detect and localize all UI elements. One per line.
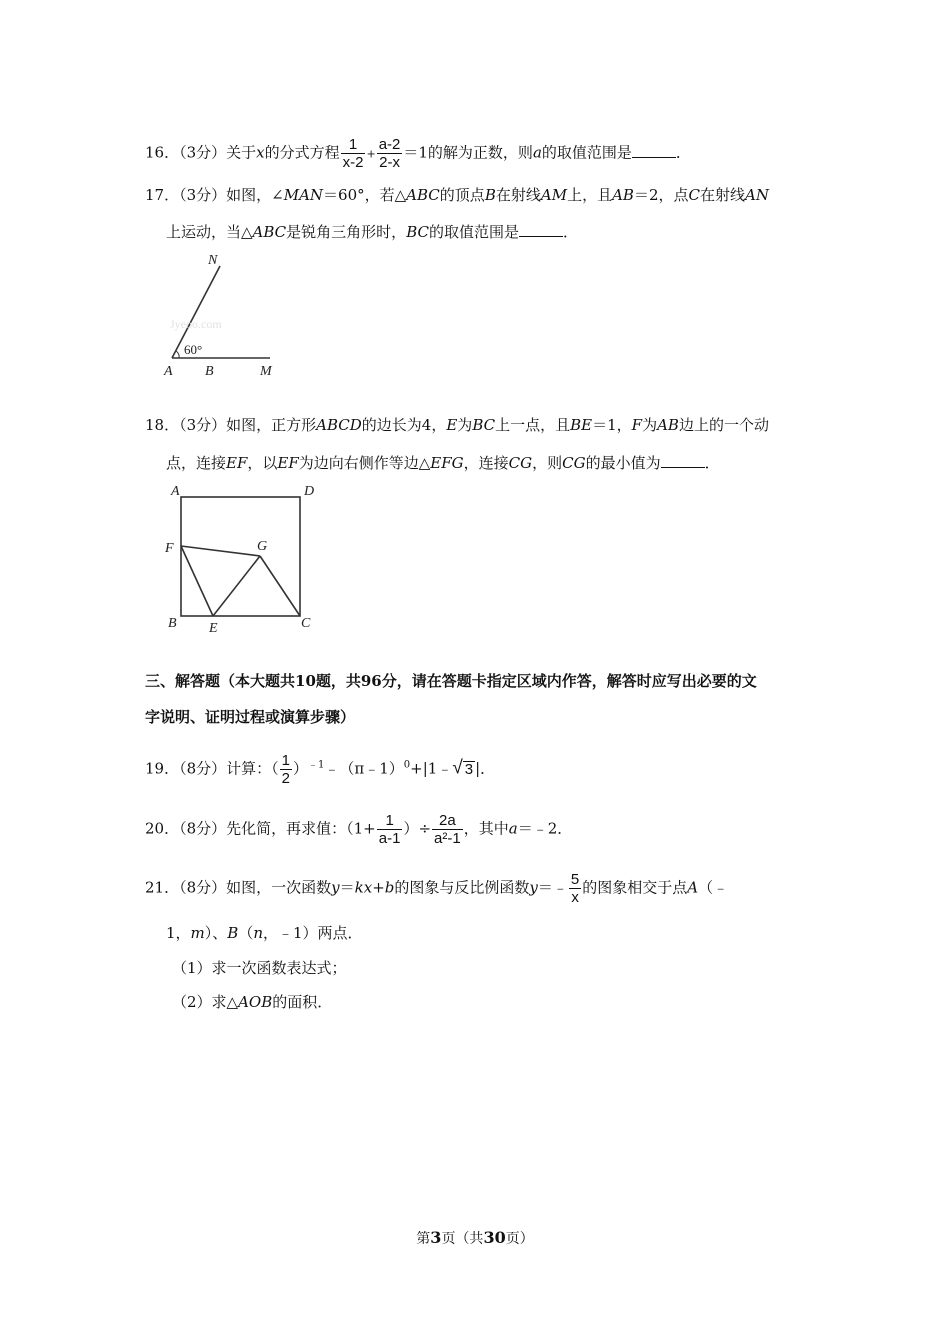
fraction-2a-over-a2-1: $\frac{2a}{\text{a²-1}}$ bbox=[434, 812, 461, 847]
label-c: C bbox=[301, 616, 311, 631]
label-b: B bbox=[205, 364, 214, 379]
q20-line: 20．（8分）先化简，再求值：（1+ $\frac{1}{a-1}$ ）÷ $\frac{2a}{\text{a²-1}}$ ，其中a＝﹣2． bbox=[145, 812, 573, 847]
page-footer: 第3页（共30页） bbox=[416, 1228, 534, 1247]
q21-part-2: （2）求△AOB的面积． bbox=[172, 993, 333, 1011]
figure-q17-angle bbox=[160, 250, 290, 382]
answer-blank bbox=[519, 222, 563, 237]
fraction-1-over-2: $\frac{1}{2}$ bbox=[281, 752, 290, 787]
total-pages: 30 bbox=[483, 1228, 506, 1247]
label-e: E bbox=[209, 621, 218, 636]
section-3-heading-cont: 字说明、证明过程或演算步骤） bbox=[145, 708, 356, 726]
label-n: N bbox=[208, 253, 218, 268]
sqrt-sign: √ bbox=[452, 757, 463, 779]
page-number: 3 bbox=[430, 1228, 442, 1247]
segment-eg bbox=[213, 556, 260, 616]
q19-line: 19．（8分）计算：（ $\frac{1}{2}$ ）$^{﹣1}$﹣（π﹣1）$^0$+|1﹣√ 3 |． bbox=[145, 752, 496, 787]
segment-fe bbox=[181, 546, 213, 616]
q21-line-2: 1，m）、B（n，﹣1）两点． bbox=[166, 924, 363, 942]
fraction-a-2-over-2-x: $\frac{a-2}{2-x}$ bbox=[378, 136, 401, 171]
square-abcd bbox=[181, 497, 300, 616]
fraction-1-over-a-1: $\frac{1}{a-1}$ bbox=[378, 812, 401, 847]
answer-blank bbox=[661, 453, 705, 468]
angle-arc bbox=[176, 351, 179, 358]
answer-blank bbox=[632, 143, 676, 158]
label-g: G bbox=[257, 539, 268, 554]
fraction-1-over-x-2: $\frac{1}{x-2}$ bbox=[342, 136, 364, 171]
q21-line-1: 21．（8分）如图，一次函数y＝kx+b的图象与反比例函数y＝﹣ $\frac{5}{x}$ 的图象相交于点A（﹣ bbox=[145, 871, 729, 906]
segment-gc bbox=[260, 556, 300, 616]
q17-line-2: 上运动，当△ABC是锐角三角形时，BC的取值范围是 ． bbox=[166, 223, 578, 241]
q17-line-1: 17．（3分）如图，∠MAN＝60°，若△ABC的顶点B在射线AM上，且AB＝2，点C在射线AN bbox=[145, 186, 769, 204]
label-b: B bbox=[168, 616, 177, 631]
label-f: F bbox=[165, 541, 174, 556]
label-a: A bbox=[164, 364, 173, 379]
q21-part-1: （1）求一次函数表达式； bbox=[172, 959, 347, 977]
fraction-5-over-x: $\frac{5}{x}$ bbox=[570, 871, 580, 906]
figure-q18-square bbox=[160, 478, 330, 638]
segment-fg bbox=[181, 546, 260, 556]
watermark: Jyeoo.com bbox=[170, 317, 222, 331]
q18-line-1: 18．（3分）如图，正方形ABCD的边长为4，E为BC上一点，且BE＝1，F为AB边上的一个动 bbox=[145, 416, 769, 434]
label-a: A bbox=[171, 484, 180, 499]
q16-line: 16．（3分）关于x的分式方程 $\frac{1}{x-2}$ + $\frac{a-2}{2-x}$ ＝1的解为正数，则a的取值范围是 ． bbox=[145, 136, 691, 171]
label-angle: 60° bbox=[184, 342, 203, 357]
q18-line-2: 点，连接EF，以EF为边向右侧作等边△EFG，连接CG，则CG的最小值为 ． bbox=[166, 454, 720, 472]
section-3-heading: 三、解答题（本大题共10题，共96分，请在答题卡指定区域内作答，解答时应写出必要的文 bbox=[145, 672, 757, 690]
label-m: M bbox=[260, 364, 272, 379]
label-d: D bbox=[304, 484, 315, 499]
